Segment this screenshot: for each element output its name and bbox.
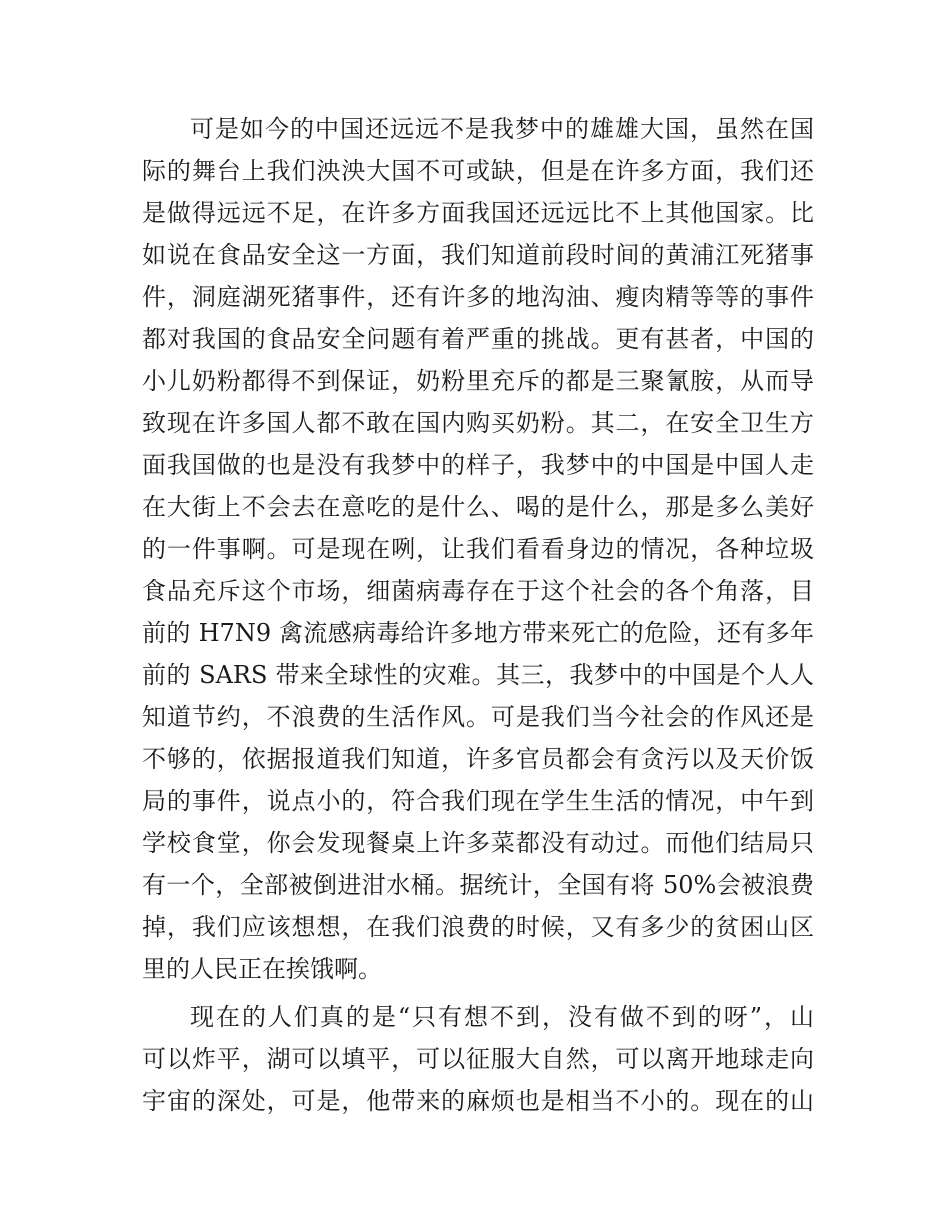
paragraph-1-line-16: 不够的，依据报道我们知道，许多官员都会有贪污以及天价饭 <box>142 745 814 773</box>
paragraph-1-line-14: 前的 SARS 带来全球性的灾难。其三，我梦中的中国是个人人 <box>142 661 814 689</box>
paragraph-1-line-15: 知道节约，不浪费的生活作风。可是我们当今社会的作风还是 <box>142 703 814 731</box>
paragraph-2-line-3: 宇宙的深处，可是，他带来的麻烦也是相当不小的。现在的山 <box>142 1087 814 1115</box>
paragraph-1-line-17: 局的事件，说点小的，符合我们现在学生生活的情况，中午到 <box>142 787 814 815</box>
paragraph-1-line-4: 如说在食品安全这一方面，我们知道前段时间的黄浦江死猪事 <box>142 241 814 269</box>
paragraph-2-line-2: 可以炸平，湖可以填平，可以征服大自然，可以离开地球走向 <box>142 1045 814 1073</box>
paragraph-1-line-3: 是做得远远不足，在许多方面我国还远远比不上其他国家。比 <box>142 199 814 227</box>
paragraph-1-line-18: 学校食堂，你会发现餐桌上许多菜都没有动过。而他们结局只 <box>142 829 814 857</box>
paragraph-1-line-2: 际的舞台上我们泱泱大国不可或缺，但是在许多方面，我们还 <box>142 157 814 185</box>
paragraph-1-line-1: 可是如今的中国还远远不是我梦中的雄雄大国，虽然在国 <box>190 115 814 143</box>
paragraph-1-line-10: 在大街上不会去在意吃的是什么、喝的是什么，那是多么美好 <box>142 493 814 521</box>
paragraph-1-line-8: 致现在许多国人都不敢在国内购买奶粉。其二，在安全卫生方 <box>142 409 814 437</box>
paragraph-1-line-11: 的一件事啊。可是现在咧，让我们看看身边的情况，各种垃圾 <box>142 535 814 563</box>
paragraph-1-line-21: 里的人民正在挨饿啊。 <box>142 955 382 983</box>
paragraph-1-line-5: 件，洞庭湖死猪事件，还有许多的地沟油、瘦肉精等等的事件 <box>142 283 814 311</box>
paragraph-1-line-6: 都对我国的食品安全问题有着严重的挑战。更有甚者，中国的 <box>142 325 814 353</box>
paragraph-1-line-9: 面我国做的也是没有我梦中的样子，我梦中的中国是中国人走 <box>142 451 814 479</box>
paragraph-1-line-7: 小儿奶粉都得不到保证，奶粉里充斥的都是三聚氰胺，从而导 <box>142 367 814 395</box>
paragraph-1-line-19: 有一个，全部被倒进泔水桶。据统计，全国有将 50%会被浪费 <box>142 871 814 899</box>
paragraph-1-line-20: 掉，我们应该想想，在我们浪费的时候，又有多少的贫困山区 <box>142 913 814 941</box>
paragraph-2-line-1: 现在的人们真的是“只有想不到，没有做不到的呀”，山 <box>190 1003 814 1031</box>
paragraph-1-line-13: 前的 H7N9 禽流感病毒给许多地方带来死亡的危险，还有多年 <box>142 619 814 647</box>
paragraph-1-line-12: 食品充斥这个市场，细菌病毒存在于这个社会的各个角落，目 <box>142 577 814 605</box>
